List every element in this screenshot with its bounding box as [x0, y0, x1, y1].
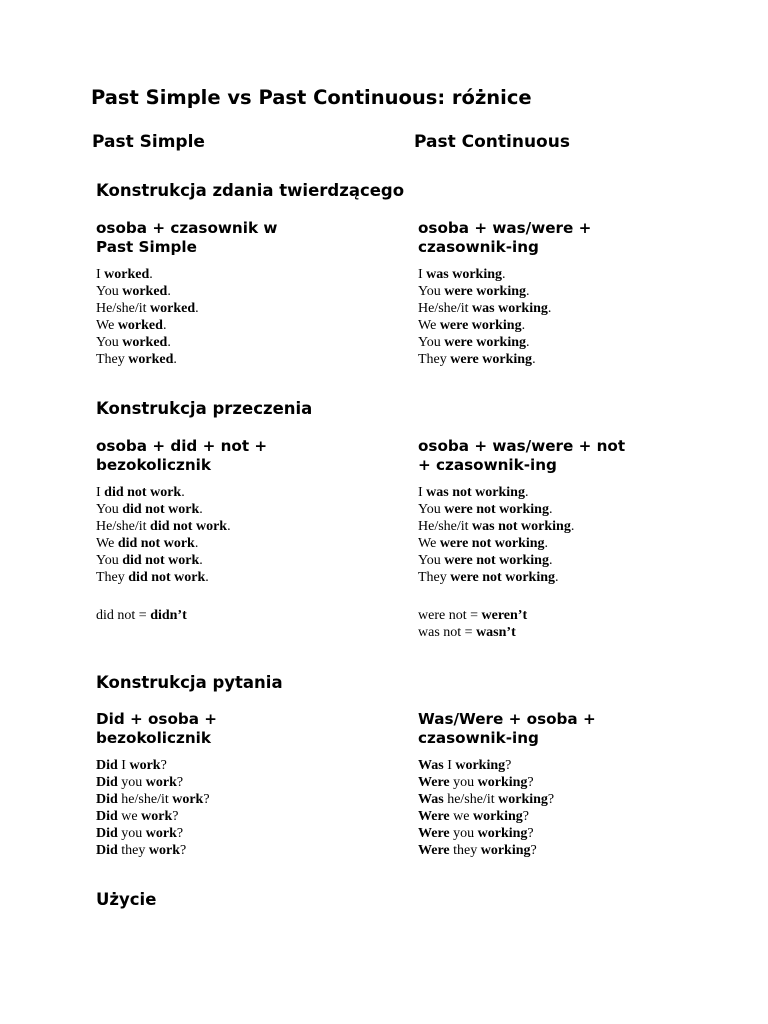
- example-line: did not = didn’t: [96, 608, 187, 623]
- formula-question-past-simple: [96, 710, 416, 748]
- examples-affirmative-past-simple: [96, 266, 396, 368]
- example-line: We were not working.: [418, 536, 549, 551]
- formula-negative-past-continuous: [418, 437, 738, 475]
- example-line: He/she/it was working.: [418, 301, 552, 316]
- example-line: You were not working.: [418, 502, 553, 517]
- section-heading-affirmative: Konstrukcja zdania twierdzącego: [96, 181, 405, 200]
- example-line: was not = wasn’t: [418, 625, 516, 640]
- example-line: Did you work?: [96, 826, 184, 841]
- example-line: He/she/it worked.: [96, 301, 199, 316]
- example-line: Did I work?: [96, 758, 167, 773]
- column-header-past-simple: Past Simple: [92, 132, 205, 152]
- example-line: We were working.: [418, 318, 526, 333]
- example-line: were not = weren’t: [418, 608, 528, 623]
- example-line: I was not working.: [418, 485, 529, 500]
- example-line: He/she/it did not work.: [96, 519, 231, 534]
- formula-line: bezokolicznik: [96, 729, 211, 747]
- formula-line: bezokolicznik: [96, 456, 211, 474]
- example-line: You were working.: [418, 284, 530, 299]
- example-line: Did they work?: [96, 843, 187, 858]
- example-line: You did not work.: [96, 553, 203, 568]
- example-line: Were you working?: [418, 826, 534, 841]
- example-line: He/she/it was not working.: [418, 519, 575, 534]
- example-line: Were we working?: [418, 809, 529, 824]
- formula-line: osoba + czasownik w: [96, 219, 278, 237]
- example-line: They were not working.: [418, 570, 559, 585]
- example-line: They did not work.: [96, 570, 209, 585]
- examples-question-past-continuous: [418, 757, 718, 859]
- example-line: You were not working.: [418, 553, 553, 568]
- formula-line: Was/Were + osoba +: [418, 710, 596, 728]
- example-line: We did not work.: [96, 536, 199, 551]
- example-line: Was I working?: [418, 758, 512, 773]
- examples-affirmative-past-continuous: [418, 266, 718, 368]
- contraction-past-continuous: [418, 607, 718, 641]
- formula-line: + czasownik-ing: [418, 456, 557, 474]
- examples-negative-past-simple: [96, 484, 396, 586]
- example-line: Did he/she/it work?: [96, 792, 210, 807]
- column-header-past-continuous: Past Continuous: [414, 132, 570, 152]
- section-heading-negative: Konstrukcja przeczenia: [96, 399, 313, 418]
- example-line: They were working.: [418, 352, 536, 367]
- example-line: Were they working?: [418, 843, 537, 858]
- example-line: I was working.: [418, 267, 506, 282]
- formula-affirmative-past-continuous: [418, 219, 738, 257]
- section-heading-question: Konstrukcja pytania: [96, 673, 283, 692]
- example-line: You worked.: [96, 335, 171, 350]
- example-line: You worked.: [96, 284, 171, 299]
- formula-line: Past Simple: [96, 238, 197, 256]
- examples-question-past-simple: [96, 757, 396, 859]
- example-line: Were you working?: [418, 775, 534, 790]
- example-line: Did you work?: [96, 775, 184, 790]
- example-line: Did we work?: [96, 809, 179, 824]
- formula-line: osoba + was/were + not: [418, 437, 626, 455]
- page-title: Past Simple vs Past Continuous: różnice: [91, 86, 532, 109]
- formula-line: czasownik-ing: [418, 729, 539, 747]
- section-heading-usage: Użycie: [96, 890, 157, 909]
- example-line: They worked.: [96, 352, 177, 367]
- example-line: Was he/she/it working?: [418, 792, 555, 807]
- example-line: You did not work.: [96, 502, 203, 517]
- example-line: You were working.: [418, 335, 530, 350]
- formula-line: czasownik-ing: [418, 238, 539, 256]
- formula-line: osoba + did + not +: [96, 437, 268, 455]
- formula-line: Did + osoba +: [96, 710, 218, 728]
- formula-affirmative-past-simple: [96, 219, 416, 257]
- formula-question-past-continuous: [418, 710, 738, 748]
- example-line: We worked.: [96, 318, 167, 333]
- example-line: I worked.: [96, 267, 153, 282]
- formula-line: osoba + was/were +: [418, 219, 592, 237]
- formula-negative-past-simple: [96, 437, 416, 475]
- example-line: I did not work.: [96, 485, 185, 500]
- contraction-past-simple: [96, 607, 396, 624]
- examples-negative-past-continuous: [418, 484, 718, 586]
